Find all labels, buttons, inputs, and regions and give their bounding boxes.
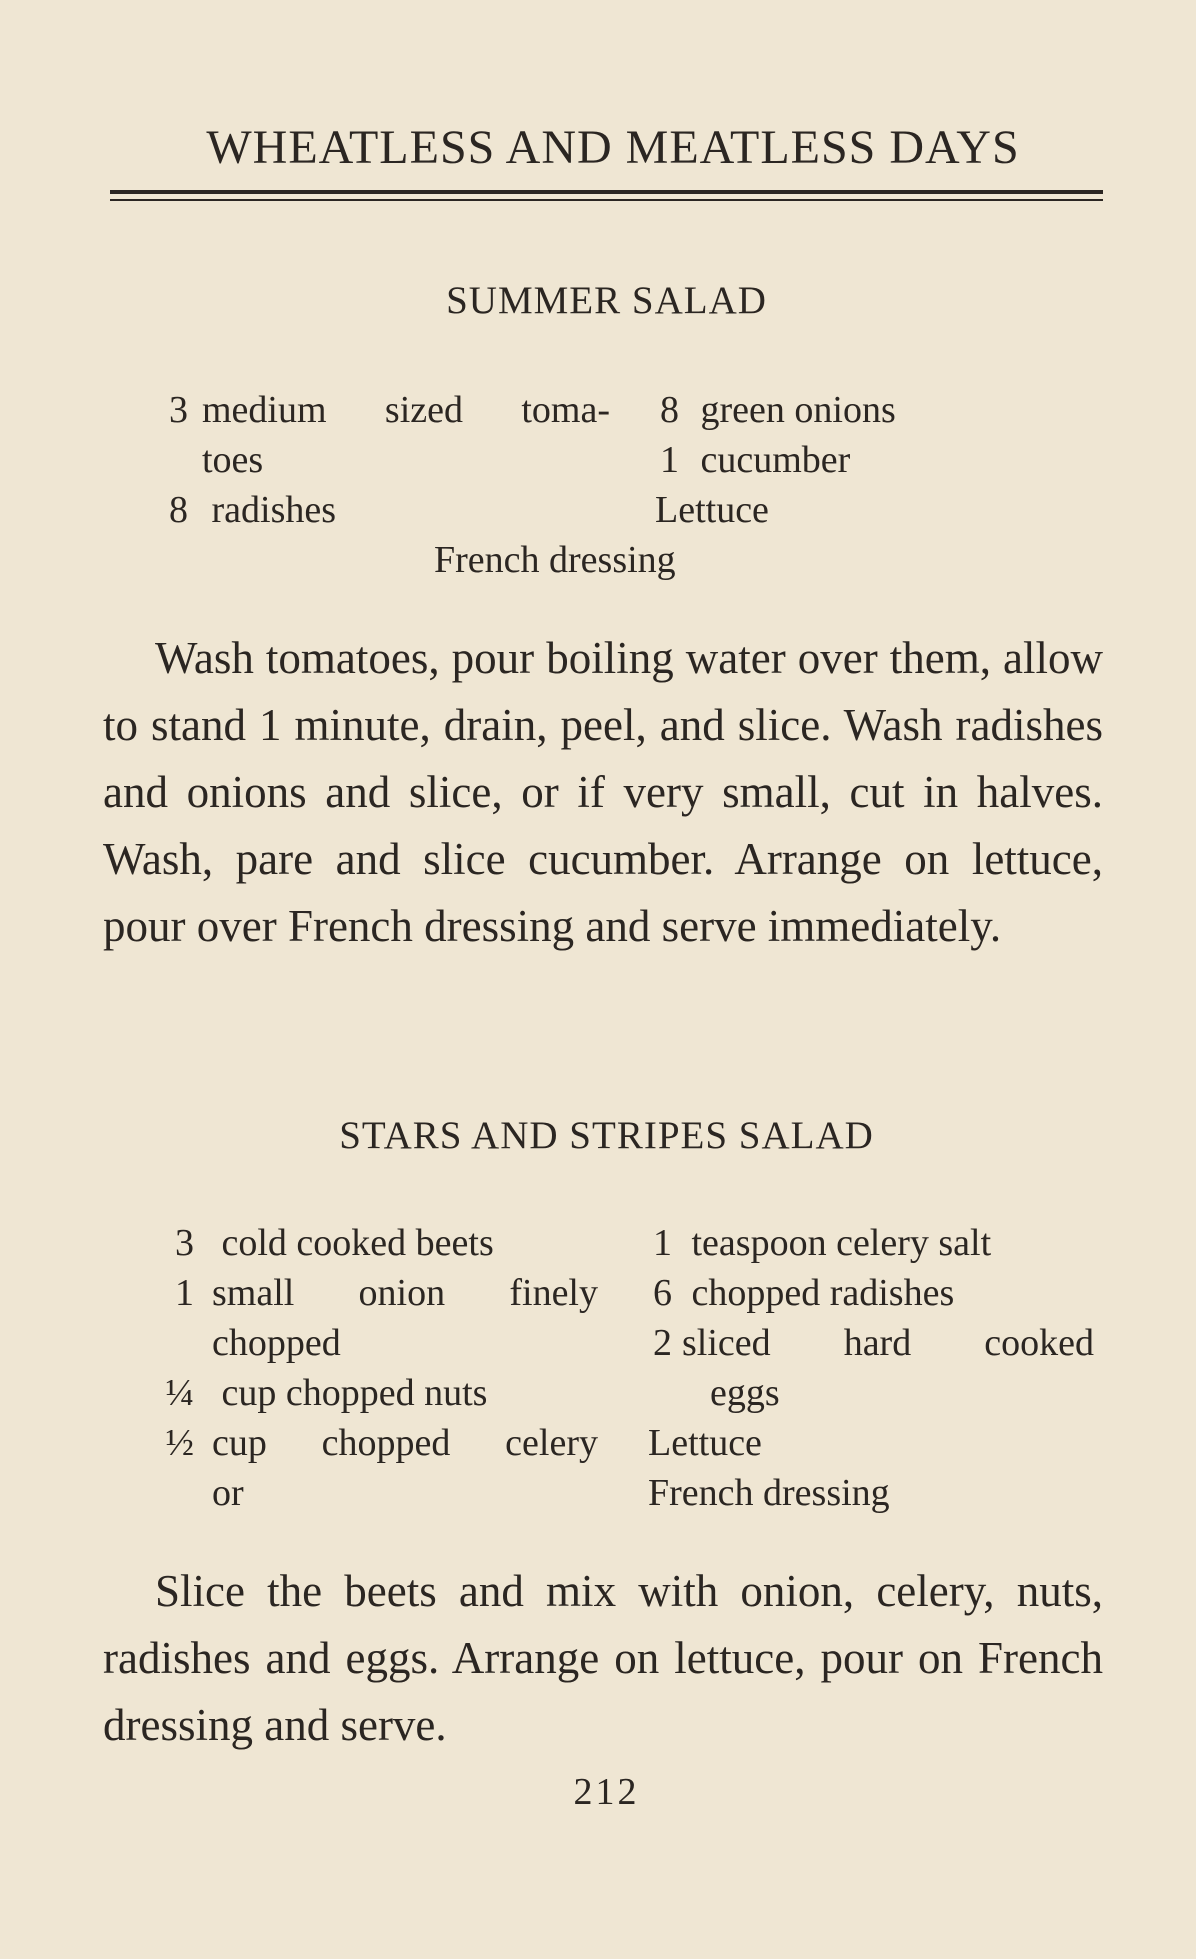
ingredient-line: [648, 1218, 991, 1268]
ingredient-text: chopped radishes: [691, 1272, 955, 1314]
ingredient-text: French dressing: [434, 539, 676, 581]
ingredient-line: [212, 1468, 244, 1518]
ingredient-line: [158, 385, 610, 435]
ingredient-line: [152, 1368, 487, 1418]
ingredient-text: green onions: [700, 389, 896, 431]
ingredient-qty: 8: [660, 389, 679, 431]
ingredient-text: Lettuce: [648, 1422, 762, 1464]
ingredient-text-value: medium sized toma-: [202, 389, 610, 431]
ingredient-line: [655, 385, 896, 435]
ingredient-text: sliced hard cooked: [682, 1322, 1094, 1364]
ingredient-qty: 1: [660, 439, 679, 481]
ingredient-qty: 2: [653, 1322, 672, 1364]
ingredient-line: [152, 1418, 598, 1468]
ingredient-line: [648, 1418, 762, 1468]
ingredient-qty: 1: [653, 1222, 672, 1264]
ingredient-text: eggs: [710, 1372, 780, 1414]
ingredient-text: French dressing: [648, 1472, 890, 1514]
ingredient-qty: 6: [653, 1272, 672, 1314]
recipe-title-summer-salad: SUMMER SALAD: [446, 279, 767, 322]
ingredient-text: or: [212, 1472, 244, 1514]
ingredient-text: cup chopped nuts: [221, 1372, 488, 1414]
ingredient-line: [170, 1218, 494, 1268]
ingredient-text: cold cooked beets: [221, 1222, 494, 1264]
ingredient-line-centered: [434, 535, 676, 585]
ingredient-qty: 3: [175, 1222, 194, 1264]
ingredient-line: [710, 1368, 780, 1418]
ingredient-line: [212, 1318, 341, 1368]
running-head: WHEATLESS AND MEATLESS DAYS: [206, 121, 1020, 174]
ingredient-text: chopped: [212, 1322, 341, 1364]
ingredient-text: cucumber: [700, 439, 851, 481]
header-rule-thick: [110, 190, 1103, 194]
ingredient-qty: 3: [169, 389, 188, 431]
ingredient-line: [158, 485, 336, 535]
ingredient-qty: 8: [169, 489, 188, 531]
ingredient-line: [170, 1268, 598, 1318]
recipe-directions: Slice the beets and mix with onion, celery, nuts, radishes and eggs. Arrange on lettuce, pour on French dressing and serve.: [103, 1566, 1103, 1750]
ingredient-line: [655, 485, 769, 535]
recipe-directions: Wash tomatoes, pour boiling water over them, allow to stand 1 minute, drain, peel, and slice. Wash radishes and onions and slice, or if very small, cut in halves. Wash, pare and slice cucumber. Arrange on lettuce, pour over French dressing and serve immediately.: [103, 633, 1103, 951]
ingredient-line: [648, 1268, 954, 1318]
ingredient-line: [648, 1468, 890, 1518]
ingredient-text: cup chopped celery: [212, 1422, 598, 1464]
ingredient-text: small onion finely: [212, 1272, 598, 1314]
ingredient-text: radishes: [211, 489, 337, 531]
ingredient-line: [648, 1318, 1094, 1368]
page-number: 212: [573, 1771, 640, 1813]
ingredient-text: [202, 385, 610, 435]
ingredient-qty: ½: [165, 1422, 194, 1464]
ingredient-qty: 1: [175, 1272, 194, 1314]
ingredient-text: toes: [202, 439, 264, 481]
recipe-title-stars-and-stripes-salad: STARS AND STRIPES SALAD: [339, 1114, 874, 1157]
ingredient-qty: ¼: [165, 1372, 194, 1414]
ingredient-line: [655, 435, 850, 485]
ingredient-text: Lettuce: [655, 489, 769, 531]
ingredient-text: teaspoon celery salt: [691, 1222, 992, 1264]
header-rule-thin: [110, 199, 1103, 201]
ingredient-line: [202, 435, 263, 485]
